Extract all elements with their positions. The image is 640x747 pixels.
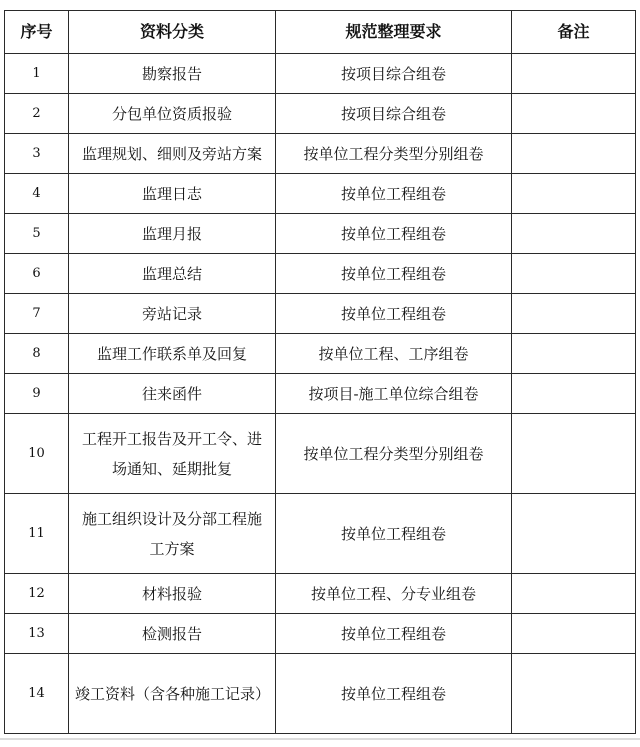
cell-remarks	[512, 254, 636, 294]
table-row	[5, 334, 636, 374]
table-row	[5, 94, 636, 134]
cell-remarks	[512, 294, 636, 334]
archive-requirements-table	[4, 10, 636, 734]
cell-remarks	[512, 414, 636, 494]
cell-requirement: 按单位工程分类型分别组卷	[276, 134, 512, 174]
cell-seq: 14	[5, 654, 69, 734]
cell-category: 分包单位资质报验	[69, 94, 276, 134]
cell-remarks	[512, 94, 636, 134]
cell-seq: 8	[5, 334, 69, 374]
table-row	[5, 654, 636, 734]
cell-seq: 10	[5, 414, 69, 494]
header-requirement: 规范整理要求	[276, 11, 512, 54]
cell-seq: 3	[5, 134, 69, 174]
cell-remarks	[512, 174, 636, 214]
cell-requirement: 按项目-施工单位综合组卷	[276, 374, 512, 414]
cell-requirement: 按单位工程组卷	[276, 494, 512, 574]
table-row	[5, 134, 636, 174]
cell-requirement: 按单位工程组卷	[276, 614, 512, 654]
cell-requirement: 按单位工程组卷	[276, 174, 512, 214]
cell-category: 监理工作联系单及回复	[69, 334, 276, 374]
cell-category: 监理规划、细则及旁站方案	[69, 134, 276, 174]
cell-category: 施工组织设计及分部工程施工方案	[69, 494, 276, 574]
table-row	[5, 214, 636, 254]
cell-requirement: 按单位工程分类型分别组卷	[276, 414, 512, 494]
cell-seq: 4	[5, 174, 69, 214]
cell-seq: 5	[5, 214, 69, 254]
cell-remarks	[512, 614, 636, 654]
cell-seq: 13	[5, 614, 69, 654]
cell-seq: 7	[5, 294, 69, 334]
table-row	[5, 414, 636, 494]
cell-category: 监理日志	[69, 174, 276, 214]
table-row	[5, 614, 636, 654]
cell-category: 材料报验	[69, 574, 276, 614]
cell-remarks	[512, 494, 636, 574]
cell-requirement: 按单位工程、分专业组卷	[276, 574, 512, 614]
cell-seq: 2	[5, 94, 69, 134]
table-row	[5, 574, 636, 614]
cell-requirement: 按单位工程组卷	[276, 654, 512, 734]
cell-remarks	[512, 214, 636, 254]
table-header-row	[5, 11, 636, 54]
cell-category: 往来函件	[69, 374, 276, 414]
cell-requirement: 按单位工程组卷	[276, 254, 512, 294]
table-row	[5, 254, 636, 294]
header-category: 资料分类	[69, 11, 276, 54]
cell-remarks	[512, 54, 636, 94]
cell-seq: 1	[5, 54, 69, 94]
cell-requirement: 按项目综合组卷	[276, 54, 512, 94]
table-row	[5, 54, 636, 94]
cell-requirement: 按单位工程组卷	[276, 294, 512, 334]
cell-seq: 6	[5, 254, 69, 294]
cell-remarks	[512, 334, 636, 374]
page-bottom-divider	[0, 738, 640, 740]
cell-seq: 9	[5, 374, 69, 414]
header-seq: 序号	[5, 11, 69, 54]
table-row	[5, 294, 636, 334]
cell-requirement: 按单位工程组卷	[276, 214, 512, 254]
table-row	[5, 494, 636, 574]
cell-seq: 11	[5, 494, 69, 574]
cell-remarks	[512, 374, 636, 414]
cell-remarks	[512, 134, 636, 174]
cell-category: 监理总结	[69, 254, 276, 294]
cell-category: 监理月报	[69, 214, 276, 254]
cell-requirement: 按单位工程、工序组卷	[276, 334, 512, 374]
table-row	[5, 174, 636, 214]
cell-remarks	[512, 574, 636, 614]
table-row	[5, 374, 636, 414]
cell-category: 竣工资料（含各种施工记录）	[69, 654, 276, 734]
cell-requirement: 按项目综合组卷	[276, 94, 512, 134]
cell-remarks	[512, 654, 636, 734]
cell-seq: 12	[5, 574, 69, 614]
header-remarks: 备注	[512, 11, 636, 54]
cell-category: 工程开工报告及开工令、进场通知、延期批复	[69, 414, 276, 494]
cell-category: 勘察报告	[69, 54, 276, 94]
cell-category: 旁站记录	[69, 294, 276, 334]
cell-category: 检测报告	[69, 614, 276, 654]
